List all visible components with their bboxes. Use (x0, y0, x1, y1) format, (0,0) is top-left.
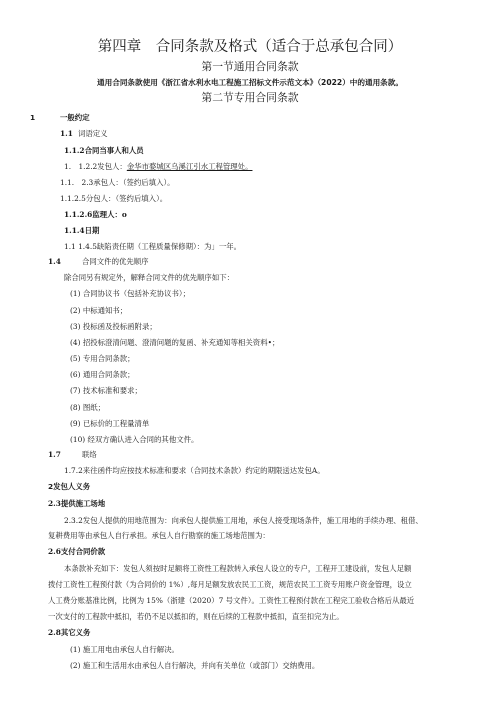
priority-item-6: (6) 通用合同条款； (70, 370, 135, 379)
priority-item-2: (2) 中标通知书； (70, 306, 128, 315)
priority-item-10: (10) 经双方确认进入合同的其他文件。 (70, 435, 199, 444)
heading-1-4-number: 1.4 (48, 257, 61, 266)
clause-1-1-4-5: 1.1 1.4.5缺陷责任期（工程质量保修期）：为」一年。 (64, 242, 242, 251)
heading-1-title: 一般约定 (60, 113, 90, 122)
para-2-6-line-3: 人工费分账基准比例，比例为 15%（浙建（2020）7 号文件）。工资性工程预付款在工程完工验收合格后从最近 (48, 596, 415, 605)
clause-1-1-2-5: 1.1.2.5分包人：（签约后填入）。 (60, 194, 168, 203)
employer-name: 金华市婺城区乌溪江引水工程管理处。 (126, 162, 253, 171)
heading-1-number: 1 (30, 113, 36, 122)
priority-intro: 除合同另有规定外，解释合同文件的优先顺序如下： (64, 273, 234, 282)
para-2-6-line-4: 一次支付的工程款中抵扣，若仍不足以抵扣的，则在后续的工程款中抵扣，直至扣完为止。 (48, 612, 344, 621)
clause-1-1-2-2 (64, 163, 252, 171)
heading-1-7-title: 联络 (82, 450, 97, 459)
heading-1-7-number: 1.7 (48, 450, 61, 459)
priority-item-7: (7) 技术标准和要求； (70, 386, 142, 395)
other-duty-item-1: (1) 施工用电由承包人自行解决。 (70, 645, 179, 654)
heading-1-1-title: 词语定义 (78, 129, 108, 138)
priority-item-5: (5) 专用合同条款； (70, 354, 135, 363)
para-2-3-2-line-2: 复耕费用等由承包人自行承担。承包人自行勘察的施工场地范围为： (48, 531, 270, 540)
chapter-title: 第四章 合同条款及格式（适合于总承包合同） (97, 39, 403, 55)
clause-1-1-2: 1.1.2合同当事人和人员 (64, 146, 144, 155)
priority-item-1: (1) 合同协议书（包括补充协议书）； (70, 289, 190, 298)
clause-1-7-2: 1.7.2来往函件均应按技术标准和要求（合同技术条款）约定的期限送达发包A。 (64, 466, 325, 475)
clause-1-1-2-3: 1.1. 2.3承包人：（签约后填入）。 (60, 178, 175, 187)
clause-1-1-2-6: 1.1.2.6监理人：o (64, 210, 127, 219)
heading-2: 2发包人义务 (48, 482, 91, 491)
heading-2-8: 2.8其它义务 (48, 628, 91, 637)
priority-item-4: (4) 招投标澄清问题、澄清问题的复函、补充通知等相关资料•； (70, 338, 280, 347)
heading-1-1-number: 1.1 (60, 129, 73, 138)
general-clause-note: 通用合同条款使用《浙江省水利水电工程施工招标文件示范文本》（2022）中的通用条款。 (97, 78, 403, 87)
para-2-6-line-1: 本条款补充如下：发包人须按时足额将工资性工程款转入承包人设立的专户，工程开工建设前，发包人足额 (64, 564, 412, 573)
clause-1-1-2-2-label: 1. 1.2.2发包人： (64, 162, 127, 171)
section1-title: 第一节通用合同条款 (201, 60, 299, 73)
heading-2-6: 2.6支付合同价款 (48, 547, 106, 556)
priority-item-8: (8) 图纸； (70, 403, 105, 412)
para-2-3-2-line-1: 2.3.2发包人提供的用地范围为：向承包人提供施工用地，承包人接受现场条件，施工用地的手续办理、租借、 (64, 516, 423, 525)
other-duty-item-2: (2) 施工和生活用水由承包人自行解决，并向有关单位（或部门）交纳费用。 (70, 661, 320, 670)
priority-item-9: (9) 已标价的工程量清单 (70, 419, 150, 428)
section2-title: 第二节专用合同条款 (201, 91, 299, 104)
heading-2-3: 2.3提供施工场地 (48, 499, 106, 508)
para-2-6-line-2: 拨付工资性工程预付款（为合同价的 1%）,每月足额发放农民工工资，规范农民工工资专用账户资金管理，设立 (48, 580, 412, 589)
clause-1-1-4: 1.1.4日期 (64, 226, 100, 235)
heading-1-4-title: 合同文件的优先顺序 (82, 257, 149, 266)
priority-item-3: (3) 投标函及投标函附录； (70, 322, 157, 331)
